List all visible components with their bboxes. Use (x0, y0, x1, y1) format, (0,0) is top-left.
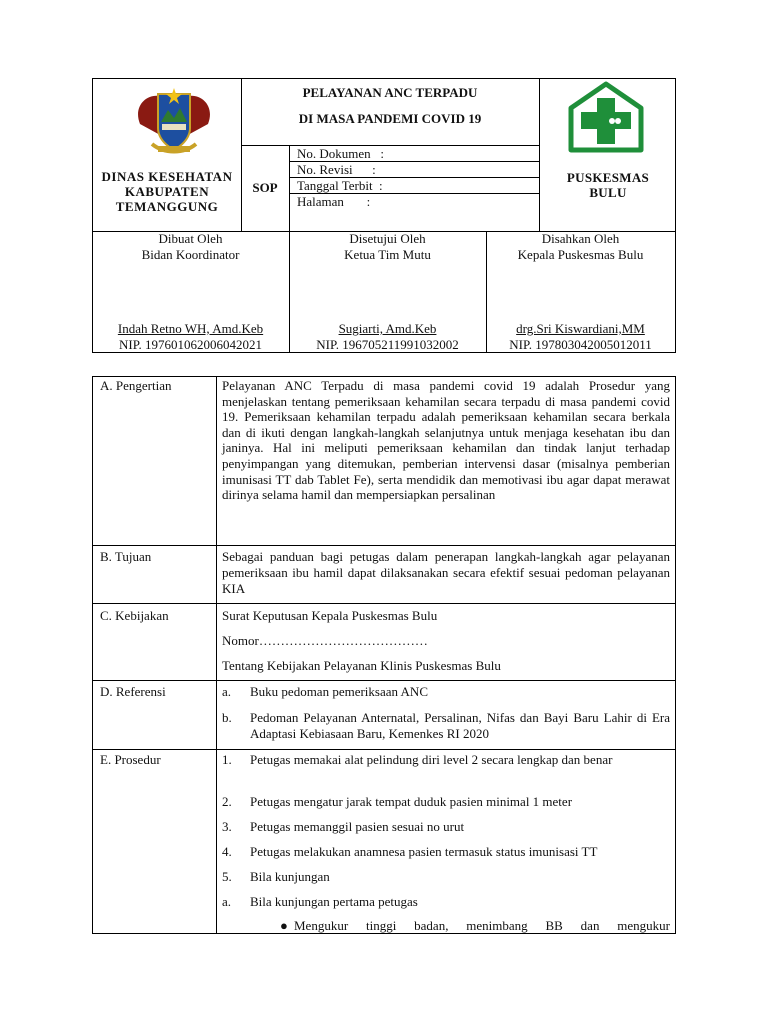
prosedur-item-2: Petugas mengatur jarak tempat duduk pasien minimal 1 meter (250, 794, 573, 809)
referensi-marker-a: a. (222, 684, 232, 699)
section-label-referensi: D. Referensi (100, 684, 166, 699)
section-label-prosedur: E. Prosedur (100, 752, 161, 767)
referensi-item-b: Pedoman Pelayanan Anternatal, Persalinan, Nifas dan Bayi Baru Lahir di Era Adaptasi Kebiasaan Baru, Kemenkes RI 2020 (250, 710, 670, 741)
dinas-kesehatan-logo (132, 84, 216, 156)
signature-block-approver (289, 231, 486, 353)
prosedur-marker-2: 2. (222, 794, 232, 809)
bullet-dot: ● (280, 918, 288, 933)
sop-title-line1: PELAYANAN ANC TERPADU (302, 85, 478, 100)
kebijakan-line-2: Nomor………………………………… (222, 633, 428, 648)
ratifier-nip: NIP. 197803042005012011 (509, 337, 652, 352)
revision-field: No. Revisi : (297, 162, 376, 177)
org-name: DINAS KESEHATAN KABUPATEN TEMANGGUNG (101, 169, 233, 214)
prosedur-item-4: Petugas melakukan anamnesa pasien termasuk status imunisasi TT (250, 844, 598, 859)
section-text-tujuan: Sebagai panduan bagi petugas dalam penerapan langkah-langkah agar pelayanan pemeriksaan ibu hamil dapat dilaksanakan secara efektif sesuai pedoman pelayanan KIA (222, 549, 670, 596)
referensi-item-a: Buku pedoman pemeriksaan ANC (250, 684, 428, 699)
ratifier-position: Kepala Puskesmas Bulu (517, 247, 644, 262)
sop-title-line2: DI MASA PANDEMI COVID 19 (298, 111, 482, 126)
prosedur-item-1: Petugas memakai alat pelindung diri level 2 secara lengkap dan benar (250, 752, 613, 767)
prosedur-marker-1: 1. (222, 752, 232, 767)
referensi-marker-b: b. (222, 710, 232, 725)
section-label-kebijakan: C. Kebijakan (100, 608, 169, 623)
sop-label: SOP (252, 180, 278, 195)
puskesmas-name: PUSKESMAS BULU (566, 170, 650, 200)
issue-date-field: Tanggal Terbit : (297, 178, 383, 193)
signature-block-ratifier (486, 231, 675, 353)
approver-role: Disetujui Oleh (349, 231, 426, 246)
signature-block-creator (92, 231, 289, 353)
prosedur-marker-a: a. (222, 894, 232, 909)
creator-nip: NIP. 197601062006042021 (118, 337, 262, 352)
prosedur-marker-5: 5. (222, 869, 232, 884)
section-label-pengertian: A. Pengertian (100, 378, 172, 393)
approver-nip: NIP. 196705211991032002 (316, 337, 459, 352)
approver-name: Sugiarti, Amd.Keb (338, 321, 437, 336)
kebijakan-line-1: Surat Keputusan Kepala Puskesmas Bulu (222, 608, 438, 623)
creator-position: Bidan Koordinator (141, 247, 240, 262)
creator-name: Indah Retno WH, Amd.Keb (117, 321, 264, 336)
doc-number-field: No. Dokumen : (297, 146, 385, 161)
section-label-tujuan: B. Tujuan (100, 549, 152, 564)
kebijakan-line-3: Tentang Kebijakan Pelayanan Klinis Puskesmas Bulu (222, 658, 501, 673)
prosedur-bullet-measure: Mengukur tinggi badan, menimbang BB dan mengukur (294, 918, 670, 933)
approver-position: Ketua Tim Mutu (344, 247, 431, 262)
prosedur-item-3: Petugas memanggil pasien sesuai no urut (250, 819, 465, 834)
prosedur-marker-4: 4. (222, 844, 232, 859)
section-text-pengertian: Pelayanan ANC Terpadu di masa pandemi covid 19 adalah Prosedur yang menjelaskan tentang pemeriksaan kehamilan secara terpadu di masa pandemi covid 19. Pemeriksaan kehamilan terpadu adalah pemeriksaan kehamilan secara berkala dan di ikuti dengan langkah-langkah selanjutnya untuk menjaga kesehatan ibu dan janinya. Hal ini meliputi pemeriksaan kehamilan dan tindak lanjut terhadap penyimpangan yang ditemukan, pemberian intervensi dasar (misalnya pemberian imunisasi TT dab Tablet Fe), serta mendidik dan memotivasi ibu agar dapat merawat dirinya selama hamil dan mempersiapkan persalinan (222, 378, 670, 503)
ratifier-name: drg.Sri Kiswardiani,MM (516, 321, 645, 336)
ratifier-role: Disahkan Oleh (541, 231, 620, 246)
creator-role: Dibuat Oleh (158, 231, 223, 246)
page-field: Halaman : (297, 194, 371, 209)
prosedur-item-a: Bila kunjungan pertama petugas (250, 894, 418, 909)
prosedur-marker-3: 3. (222, 819, 232, 834)
prosedur-item-5: Bila kunjungan (250, 869, 330, 884)
puskesmas-logo (567, 80, 645, 154)
